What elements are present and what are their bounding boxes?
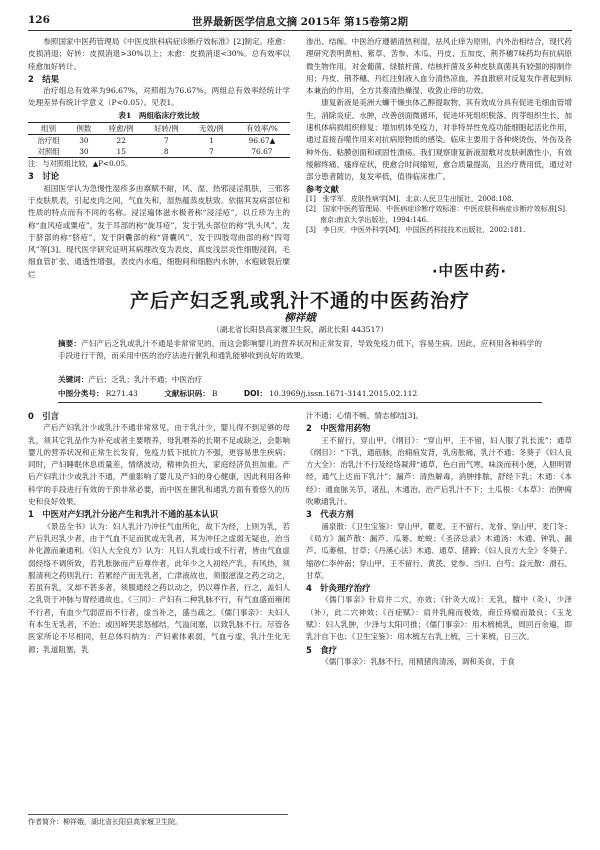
class-number: 中图分类号： R271.43 [58,389,138,398]
lower-left-column [28,410,290,656]
section3-text: 涌泉散：《卫生宝鉴》：穿山甲、瞿麦、王不留行、龙骨、穿山甲、麦门冬；《局方》漏芦散：漏芦、瓜蒌、蛇蜕；《圣济总录》木通汤：木通、钟乳、漏芦、瓜蒌根、甘草；《丹溪心法》木通、通草、猪蹄；《妇人良方大全》冬葵子、缩砂仁李仲南；穿山甲、王不留行、黄芪、党参、当归、白芍；益元散：滑石、甘草。 [306,521,572,580]
keywords [58,374,542,385]
efficacy-table [28,122,290,158]
page-number: 126 [28,14,50,26]
intro-heading: 0 引言 [28,411,59,421]
kangfuxin-paragraph: 康复新液是美洲大蠊干燥虫体乙醇提取物，其有效成分具有促进毛细血管增生，消除炎症、水肿，改善创面微循环，促进坏死组织脱落、肉芽组织生长，加速机体病损组织修复；增加机体免疫力，对非特异性免疫功能细胞起活化作用，通过直接吞噬作用来对抗病原物质的感染。临床主要用于各种烧烫伤、外伤及各种外伤、粘膜创面和顽固性溃疡。我们观察康复新液湿敷对皮肤刺激性小，有效缓解疼痛、瘙痒症状，使愈合时间缩短，愈合质量提高，且治疗费用低，通过对部分患者随访，复发率低，值得临床推广。 [306,98,572,182]
criteria-paragraph: 参照国家中医药管理局《中医皮肤科病症诊断疗效标准》[2]制定。痊愈：皮损消退；好转：皮损消退>30%以上；未愈：皮损消退<30%。总有效率以痊愈加好转计。 [28,37,290,71]
table-cell: 76.67 [251,147,273,157]
section2-heading: 2 中医常用药物 [306,423,371,434]
table-header-row [28,123,290,135]
table-cell: 15 [116,147,126,157]
section1-text: 《景岳全书》认为：妇人乳汁乃冲任气血所化，故下为经，上则为乳，若产后乳迟乳少者，由于气血不足而犹或无乳者，其为冲任之虚弱无疑也，治当补化源而兼通利。《妇人大全良方》认为：凡妇人乳或行或不行者，皆由气血虚弱经络不调所致，若乳胀脉而产后尊作者，此年少之人初经产乳，有风热，须服清利之药则乳行；若累经产而无乳者，亡津液故也，须服滋湿之药之动之，若虽有乳，又却不甚多者，须服通经之药以动之，仍以尊作者，行之，盖妇人之乳资于冲脉与胃经通故也。《三同》：产妇有二种乳脉不行，有气血盛而雍闭不行者，有血少气弱涩而不行者，虚当补之，盛当疏之。《儒门事亲》：夫妇人有本生无乳者，不治；或因啼哭悲怒郁结，气溢闭塞，以致乳脉不行。尽管各医家所论不尽相同，但总体归纳为：产妇素体素弱，气血亏虚，乳汁生化无源；乳道阻塞，乳 [28,521,290,654]
section4-heading: 4 针灸理疗治疗 [306,583,371,594]
results-text: 治疗组总有效率为96.67%，对照组为76.67%，两组总有效率经统计学处理差异有统计学意义（P<0.05）。见表1。 [28,86,290,108]
classification-line [58,388,542,399]
table-cell: 96.67▲ [248,136,276,146]
table-cell: 8 [163,147,169,157]
table-cell: 22 [116,136,126,146]
divider [58,402,542,403]
table-header-cell: 无效/例 [199,124,224,134]
table-row [28,146,290,158]
continued-text: 汁不通；心情不畅，情志郁结[3]。 [306,411,424,420]
section1-heading: 1 中医对产妇乳汁分泌产生和乳汁不通的基本认识 [28,509,219,520]
reference-item: [1] 张学军．皮肤性病学[M]．北京:人民卫生出版社，2008:108. [306,194,514,203]
intro-text: 产后产妇乳汁少或乳汁不通非常常见，由于乳汁少，婴儿得不到足够的母乳，须其它乳品作为补充或者主要喂养，母乳喂养的长期不足或缺乏，会影响婴儿的营养状况和正常生长发育，免疫力低下抵抗力不强，更容易患生疾病；同时，产妇睡眠休息质量差，情绪波动，精神负担大，家庭经济负担加重。产后产妇乳汁少或乳汁不通，严重影响了婴儿及产妇的身心健康，因此利用各种科学的手段进行有效的干预非常必要，而中医在催乳和通乳方面有着悠久的历史和良好效果。 [28,423,290,507]
keywords-label: 关键词： [58,375,89,384]
section2-text: 王不留行，穿山甲，《纲目》：“穿山甲，王不留，妇人服了乳长流”；通草《纲目》：“下乳，通筋脉，治痈疽发背，乳房胀痛，乳汁不通；冬葵子《妇人良方大全》：治乳汁不行及经络凝滞“通草，色白而气寒，味淡而利小便，入胆明胃经，通气上达而下乳汁”；漏芦：清热解毒，消肿排脓，舒经下乳；木通：《本经》：通血脉关节，诸乱，木通治、治产后乳汁不下；土瓜根：《本草》：治肿痈吹嗽通乳汁。 [306,435,572,507]
author-affiliation: （湖北省长阳县高家堰卫生院，湖北长阳 443517） [212,325,388,334]
table-cell: 1 [208,136,214,146]
abstract-text: 产妇产后乏乳或乳汁不通是非常常见的，而这会影响婴儿的营养状况和正常发育，导致免疫力低下，容易生病。因此，应利用各种科学的手段进行干预，而采用中医的治疗法进行催乳和通乳能够收到良好的效果。 [58,339,543,360]
reference-item: [2] 国家中医药管理局．中医病症诊断疗效标准：中医皮肤科病症诊断疗效标准[S]．南京:南京大学出版社，1994:146. [306,205,572,224]
column-tag: ·中医中药· [432,264,508,280]
section5-text: 《儒门事亲》：乳脉不行，用精猪肉清汤，调和美食，于食 [321,656,515,666]
author-name: 柳祥娥 [284,312,316,324]
table-header-cell: 组别 [41,124,56,134]
table-cell: 30 [79,147,89,157]
section4-text: 《儒门事亲》针肩井二穴，亦效；《针灸大成》：无乳，膻中（灸），少泽（补），此二穴神效；《百症赋》：肩井乳痈而极效，商丘痔瘤而最良；《玉龙赋》：妇人乳肿，少泽与太阳可推；《儒门事亲》：用木梳梳乳，周回百余遍，即乳汁自下也；《卫生宝鉴》：用木梳左右乳上梳，三十来梳，日三次。 [306,595,572,642]
discussion-heading: 3 讨论 [28,171,59,182]
abstract [58,338,542,362]
lower-right-column [306,410,572,668]
article-title: 产后产妇乏乳或乳汁不通的中医药治疗 [129,290,470,312]
upper-left-column [28,36,290,281]
doi: DOI： 10.3969/j.issn.1671-3141.2015.02.112 [243,389,418,398]
table-header-cell: 有效率/% [246,124,278,134]
references [306,184,572,236]
table-row [28,135,290,147]
continued-paragraph: 渗出、结痂。中医治疗遵循清热利湿，祛风止痒为原则，内外治相结合，现代药理研究表明黄柏、紫草、苦参、木瓜、丹皮、五加皮、荆芥穗7味药均有抗病原微生物作用，对金葡菌、绿脓杆菌、结核杆菌及多种皮肤真菌具有较强的抑制作用；丹皮、荆芥穗、丹红注射液入血分清热凉血，养血散瘀对反复发作者起到标本兼治的作用，全方共奏清热燥湿、收敛止痒的功效。 [306,37,572,96]
table-cell: 30 [79,136,89,146]
discussion-text: 祖国医学认为急慢性湿疹多由禀赋不耐，风、湿、热邪浸淫肌肤，三邪客于皮肤肌表，引起皮肉之间，气血失和，湿热蕴蒸皮肤致。依据其发病部位和性质的特点而有不同的名称。浸淫遍体滋水极者称“浸淫疮”，以丘疹为主的称“血风疮或粟疮”，发于耳部的称“旋耳疮”，发于乳头部位的称“乳头风”，发于脐部的称“脐疮”，发于阴囊部的称“肾囊风”，发于四肢弯曲部的称“四弯风”等[3]。现代医学研究证明其病理改变为表皮、真皮浅层炎性细胞浸润，毛细血管扩张、通透性增强，表皮内水疱，细胞间和细胞内水肿，水疱破裂后糜烂 [28,183,290,279]
table-cell: 对照组 [37,147,60,157]
table-header-cell: 痊愈/例 [108,124,134,134]
table-header-cell: 例数 [76,124,92,134]
section3-heading: 3 代表方剂 [306,509,354,520]
abstract-label: 摘要： [58,339,82,348]
keywords-text: 产后；乏乳；乳汁不通；中医治疗 [88,375,203,384]
author-footnote: 作者简介：柳祥娥，湖北省长阳县高家堰卫生院。 [28,814,288,827]
table-cell: 7 [163,136,169,146]
journal-title: 世界最新医学信息文摘 2015年 第15卷第2期 [192,16,408,28]
table-note: 注：与对照组比较，▲P<0.05。 [28,159,133,169]
reference-item: [3] 李日庆．中医外科学[M]．中国医药科技技术出版社，2002:181. [306,226,526,235]
document-code: 文献标识码： B [164,389,218,398]
upper-right-column [306,36,572,236]
table-cell: 7 [208,147,214,157]
table-header-cell: 好转/例 [153,124,179,134]
references-heading: 参考文献 [306,183,339,194]
results-heading: 2 结果 [28,73,59,84]
table-caption: 表1 两组临床疗效比较 [118,110,200,120]
running-header [28,14,572,31]
table-cell: 治疗组 [37,136,60,146]
section5-heading: 5 食疗 [306,644,337,655]
